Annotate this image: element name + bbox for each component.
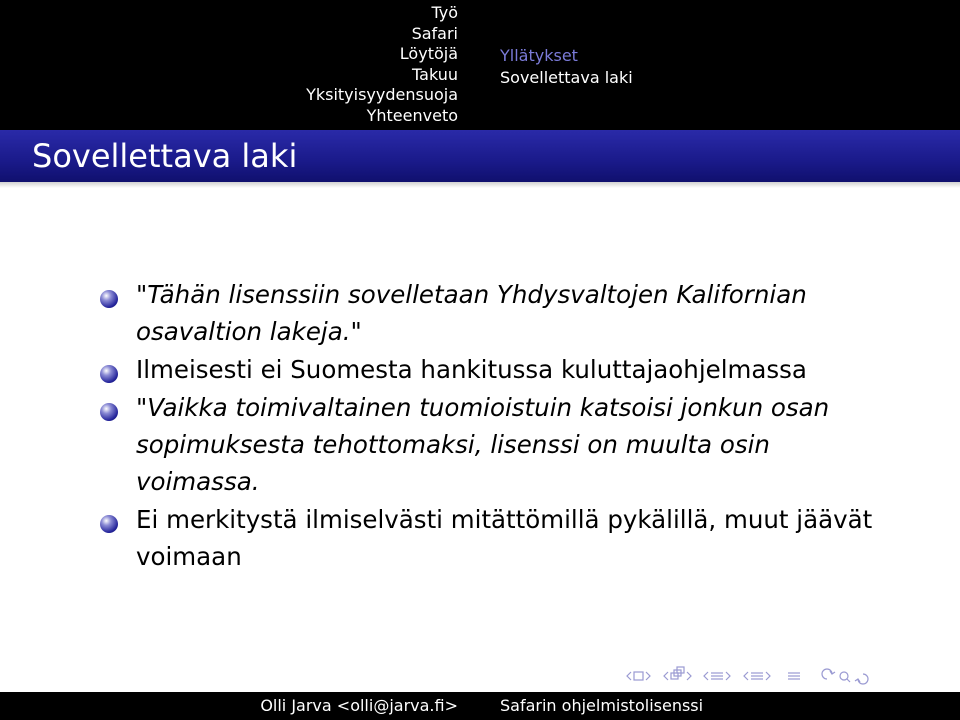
nav-search-icon[interactable] <box>822 669 868 684</box>
top-navigation-bar <box>0 0 960 130</box>
bullet-item <box>100 351 900 388</box>
nav-slide-prev-icon[interactable] <box>664 667 691 680</box>
nav-subsection-yllatykset[interactable]: Yllätykset <box>500 46 578 65</box>
bullet-ball-icon <box>100 515 118 533</box>
nav-subsection-icon[interactable] <box>704 672 730 680</box>
nav-section-yhteenveto[interactable]: Yhteenveto <box>366 105 458 125</box>
footer-short-title: Safarin ohjelmistolisenssi <box>500 696 704 715</box>
nav-align-icon[interactable] <box>788 673 800 679</box>
bullet-ball-icon <box>100 403 118 421</box>
slide-content <box>100 276 900 576</box>
section-navigation <box>0 0 480 130</box>
nav-frame-prev-icon[interactable] <box>627 672 650 680</box>
nav-subsection-sovellettava-laki[interactable]: Sovellettava laki <box>500 68 633 87</box>
footer-author-box <box>0 692 480 720</box>
bullet-text: "Tähän lisenssiin sovelletaan Yhdysvaltojen Kalifornian osavaltion lakeja." <box>136 280 807 346</box>
bullet-ball-icon <box>100 290 118 308</box>
bullet-text: Ilmeisesti ei Suomesta hankitussa kuluttajaohjelmassa <box>136 355 807 384</box>
bullet-item <box>100 389 900 500</box>
nav-section-icon[interactable] <box>744 672 770 680</box>
slide-title-bar <box>0 130 960 182</box>
subsection-navigation <box>480 0 960 130</box>
slide-footer <box>0 692 960 720</box>
nav-section-loytoja[interactable]: Löytöjä <box>399 44 458 63</box>
nav-section-safari[interactable]: Safari <box>411 23 458 43</box>
footer-author: Olli Jarva <olli@jarva.fi> <box>260 696 458 715</box>
nav-section-takuu[interactable]: Takuu <box>412 64 458 84</box>
bullet-item <box>100 501 900 575</box>
title-shadow <box>0 182 960 188</box>
bullet-text: Ei merkitystä ilmiselvästi mitättömillä pykälillä, muut jäävät voimaan <box>136 505 873 571</box>
bullet-ball-icon <box>100 365 118 383</box>
bullet-text: "Vaikka toimivaltainen tuomioistuin katsoisi jonkun osan sopimuksesta tehottomaksi, lisenssi on muulta osin voimassa. <box>136 393 830 496</box>
slide-title: Sovellettava laki <box>32 137 298 175</box>
beamer-navigation-symbols <box>620 666 960 686</box>
footer-title-box <box>480 692 960 720</box>
bullet-item <box>100 276 900 350</box>
nav-section-yksityisyydensuoja[interactable]: Yksityisyydensuoja <box>306 85 458 104</box>
nav-section-tyo[interactable]: Työ <box>431 3 458 22</box>
